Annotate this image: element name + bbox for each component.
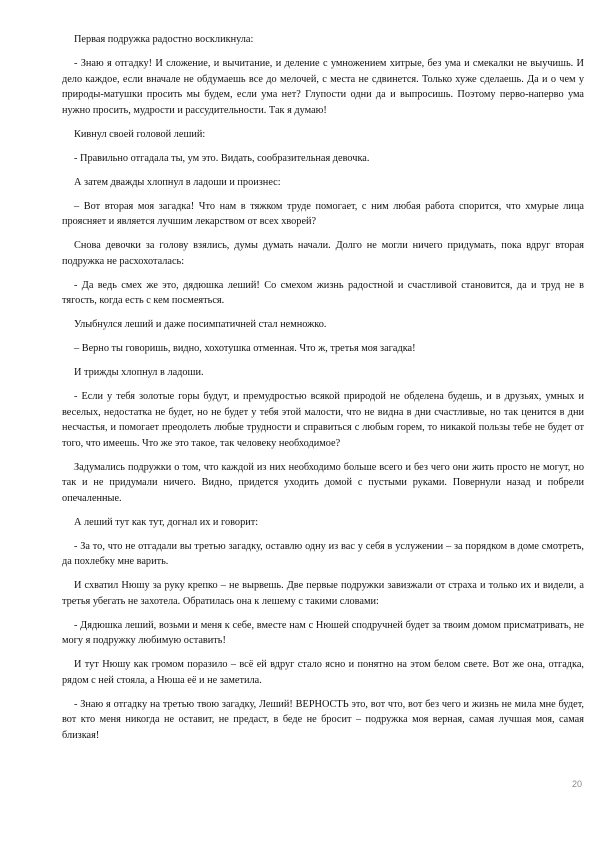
paragraph: Кивнул своей головой леший: — [74, 128, 206, 140]
paragraph: – Верно ты говоришь, видно, хохотушка отменная. Что ж, третья моя загадка! — [74, 343, 416, 354]
paragraph: – Вот вторая моя загадка! Что нам в тяжком труде помогает, с ним любая работа спорится, что хмурые лица проясняет и является лучшим лекарством от всех хворей? — [62, 200, 584, 227]
paragraph: Снова девочки за голову взялись, думы думать начали. Долго не могли ничего придумать, пока вдруг вторая подружка не расхохоталась: — [62, 240, 584, 267]
page-text — [62, 32, 584, 752]
paragraph: И трижды хлопнул в ладоши. — [74, 367, 204, 378]
paragraph: - Если у тебя золотые горы будут, и премудростью всякой природой не обделена будешь, и в друзьях, умных и веселых, недостатка не будет, но не будет у тебя этой малости, что не видна в дни счастливые, но так ценится в дни несчастья, и помогает преодолеть любые трудности и справиться с любым горем, то никакой пользы тебе не будет от того, что имеешь. Что же это такое, так человеку необходимое? — [62, 391, 584, 449]
paragraph: И схватил Нюшу за руку крепко – не вырвешь. Две первые подружки завизжали от страха и только их и видели, а третья убегать не захотела. Обратилась она к лешему с такими словами: — [62, 580, 584, 607]
paragraph: И тут Нюшу как громом поразило – всё ей вдруг стало ясно и понятно на этом белом свете. Вот же она, отгадка, рядом с ней стояла, а Нюша её и не заметила. — [62, 659, 584, 686]
paragraph: А затем дважды хлопнул в ладоши и произнес: — [74, 176, 281, 188]
paragraph: - Знаю я отгадку на третью твою загадку, Леший! ВЕРНОСТЬ это, вот что, вот без чего и жизнь не мила мне будет, вот кто меня никогда не оставит, не предаст, в беде не бросит – подружка моя верная, самая лучшая моя, самая близкая! — [62, 698, 584, 741]
paragraph: - Знаю я отгадку! И сложение, и вычитание, и деление с умножением хитрые, без ума и смекалки не выучишь. И дело каждое, если вначале не обдумаешь все до мелочей, с места не сдвинется. Только хуже сделаешь. Да и о чем у природы-матушки просить мы будем, если ума нет? Глупости одни да и выпросишь. Поэтому перво-наперво ума нужно просить, мудрости и рассудительности. Так я думаю! — [62, 58, 584, 116]
paragraph: Задумались подружки о том, что каждой из них необходимо больше всего и без чего они жить просто не могут, но так и не придумали ничего. Видно, придется уходить домой с пустыми руками. Повернули назад и побрели опечаленные. — [62, 461, 584, 504]
paragraph: - Правильно отгадала ты, ум это. Видать, сообразительная девочка. — [74, 152, 370, 164]
page-number: 20 — [571, 779, 582, 789]
paragraph: - Дядюшка леший, возьми и меня к себе, вместе нам с Нюшей сподручней будет за твоим домом присматривать, не могу я подружку любимую оставить! — [62, 619, 584, 646]
paragraph: - Да ведь смех же это, дядюшка леший! Со смехом жизнь радостной и счастливой становится, да и труд не в тягость, когда есть с кем посмеяться. — [62, 279, 584, 306]
paragraph: А леший тут как тут, догнал их и говорит: — [74, 516, 259, 528]
paragraph: - За то, что не отгадали вы третью загадку, оставлю одну из вас у себя в услужении – за порядком в доме смотреть, да похлебку мне варить. — [62, 540, 584, 567]
paragraph: Первая подружка радостно воскликнула: — [74, 34, 254, 45]
paragraph: Улыбнулся леший и даже посимпатичней стал немножко. — [74, 319, 327, 330]
